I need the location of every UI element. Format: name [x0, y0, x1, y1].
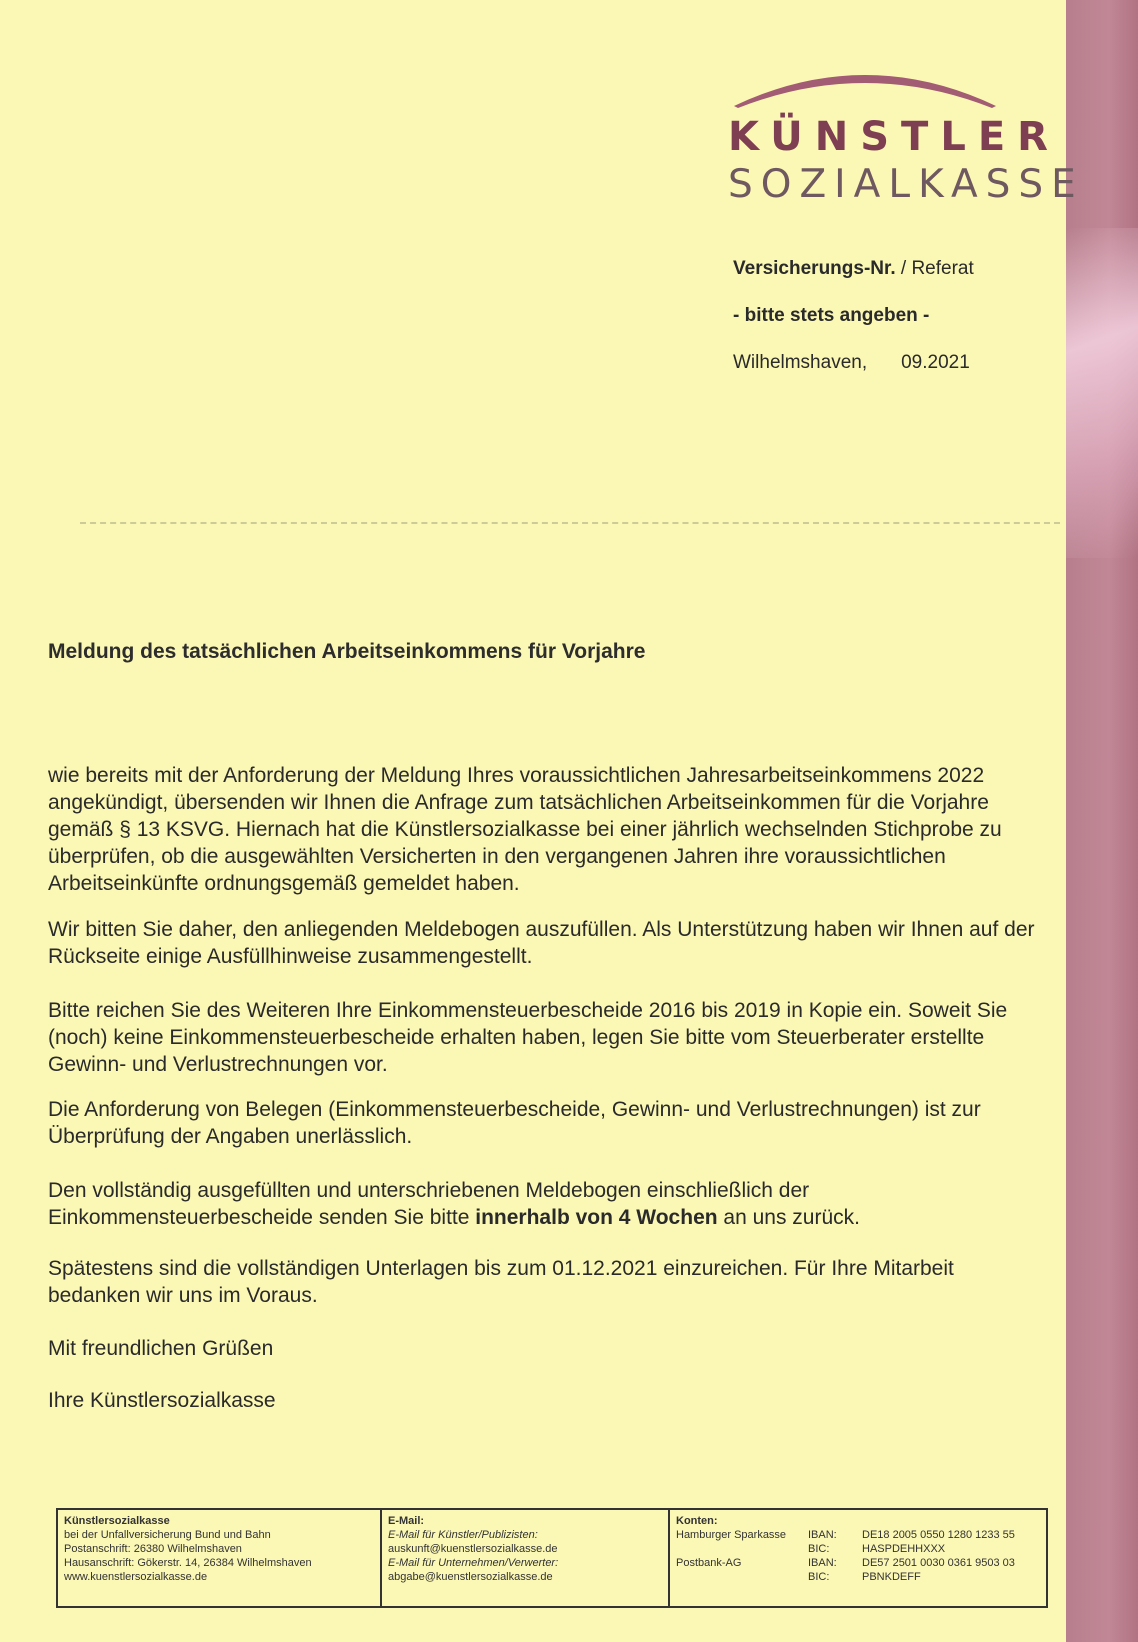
place-date	[733, 352, 970, 374]
footer-bank-2-bic: PBNKDEFF	[862, 1571, 921, 1583]
logo-arc	[730, 58, 1000, 118]
footer-email-artists: auskunft@kuenstlersozialkasse.de	[388, 1543, 558, 1555]
footer-bank-1-iban-label: IBAN:	[808, 1529, 837, 1541]
closing: Mit freundlichen Grüßen	[48, 1337, 274, 1360]
footer-website: www.kuenstlersozialkasse.de	[64, 1571, 208, 1583]
footer-bank-1-bic-label: BIC:	[808, 1543, 830, 1555]
footer-bank-1: Hamburger Sparkasse	[676, 1529, 787, 1541]
paragraph-5-text: Den vollständig ausgefüllten und unterschriebenen Meldebogen einschließlich der Einkommensteuerbescheide senden Sie bitte	[48, 1179, 810, 1229]
footer-address	[58, 1510, 380, 1606]
letter-subject: Meldung des tatsächlichen Arbeitseinkommens für Vorjahre	[48, 640, 646, 663]
deadline-emphasis: innerhalb von 4 Wochen	[475, 1206, 718, 1229]
footer-street-address: Hausanschrift: Gökerstr. 14, 26384 Wilhelmshaven	[64, 1557, 312, 1569]
paragraph-4: Die Anforderung von Belegen (Einkommensteuerbescheide, Gewinn- und Verlustrechnungen) ist zur Überprüfung der Angaben unerlässlich.	[48, 1098, 981, 1148]
footer-bank-2: Postbank-AG	[676, 1557, 742, 1569]
footer-email-companies: abgabe@kuenstlersozialkasse.de	[388, 1571, 553, 1583]
reference-label	[733, 258, 974, 280]
paragraph-2: Wir bitten Sie daher, den anliegenden Meldebogen auszufüllen. Als Unterstützung haben wir Ihnen auf der Rückseite einige Ausfüllhinweise zusammengestellt.	[48, 918, 1035, 968]
footer-email-label-artists: E-Mail für Künstler/Publizisten:	[388, 1529, 538, 1541]
referat-label: / Referat	[895, 258, 974, 279]
footer-org-line: bei der Unfallversicherung Bund und Bahn	[64, 1529, 271, 1541]
footer-bank-2-iban-label: IBAN:	[808, 1557, 837, 1569]
logo-text-kuenstler: KÜNSTLER	[728, 114, 1060, 160]
footer-bank-2-bic-label: BIC:	[808, 1571, 830, 1583]
insurance-number-label: Versicherungs-Nr.	[733, 258, 896, 279]
fold-line	[80, 522, 1060, 524]
footer-postal-address: Postanschrift: 26380 Wilhelmshaven	[64, 1543, 242, 1555]
footer-email-title: E-Mail:	[388, 1515, 425, 1527]
paragraph-5	[48, 1177, 1038, 1231]
logo-text-sozialkasse: SOZIALKASSE	[728, 162, 1084, 207]
footer-bank-2-iban: DE57 2501 0030 0361 9503 03	[862, 1557, 1015, 1569]
footer-accounts	[668, 1510, 1046, 1606]
footer-bank-1-bic: HASPDEHHXXX	[862, 1543, 946, 1555]
date: 09.2021	[901, 352, 970, 373]
place: Wilhelmshaven,	[733, 352, 868, 373]
paragraph-5-end: an uns zurück.	[717, 1206, 860, 1229]
reference-note: - bitte stets angeben -	[733, 305, 930, 326]
paragraph-3: Bitte reichen Sie des Weiteren Ihre Einkommensteuerbescheide 2016 bis 2019 in Kopie ein. Soweit Sie (noch) keine Einkommensteuerbescheide erhalten haben, legen Sie bitte vom Steuerberater erstellte Gewinn- und Verlustrechnungen vor.	[48, 999, 1008, 1076]
footer-accounts-title: Konten:	[676, 1515, 718, 1527]
signature: Ihre Künstlersozialkasse	[48, 1389, 276, 1412]
paragraph-6: Spätestens sind die vollständigen Unterlagen bis zum 01.12.2021 einzureichen. Für Ihre Mitarbeit bedanken wir uns im Voraus.	[48, 1257, 954, 1307]
paragraph-1: wie bereits mit der Anforderung der Meldung Ihres voraussichtlichen Jahresarbeitseinkommens 2022 angekündigt, übersenden wir Ihnen die Anfrage zum tatsächlichen Arbeitseinkommen für die Vorjahre gemäß § 13 KSVG. Hiernach hat die Künstlersozialkasse bei einer jährlich wechselnden Stichprobe zu überprüfen, ob die ausgewählten Versicherten in den vergangenen Jahren ihre voraussichtlichen Arbeitseinkünfte ordnungsgemäß gemeldet haben.	[48, 764, 1002, 895]
ksk-logo	[728, 58, 1084, 208]
footer-email-label-companies: E-Mail für Unternehmen/Verwerter:	[388, 1557, 559, 1569]
footer-box	[56, 1508, 1048, 1608]
decorative-stripe-highlight	[1066, 228, 1138, 558]
footer-email	[380, 1510, 668, 1606]
footer-bank-1-iban: DE18 2005 0550 1280 1233 55	[862, 1529, 1015, 1541]
footer-org-name: Künstlersozialkasse	[64, 1515, 170, 1527]
